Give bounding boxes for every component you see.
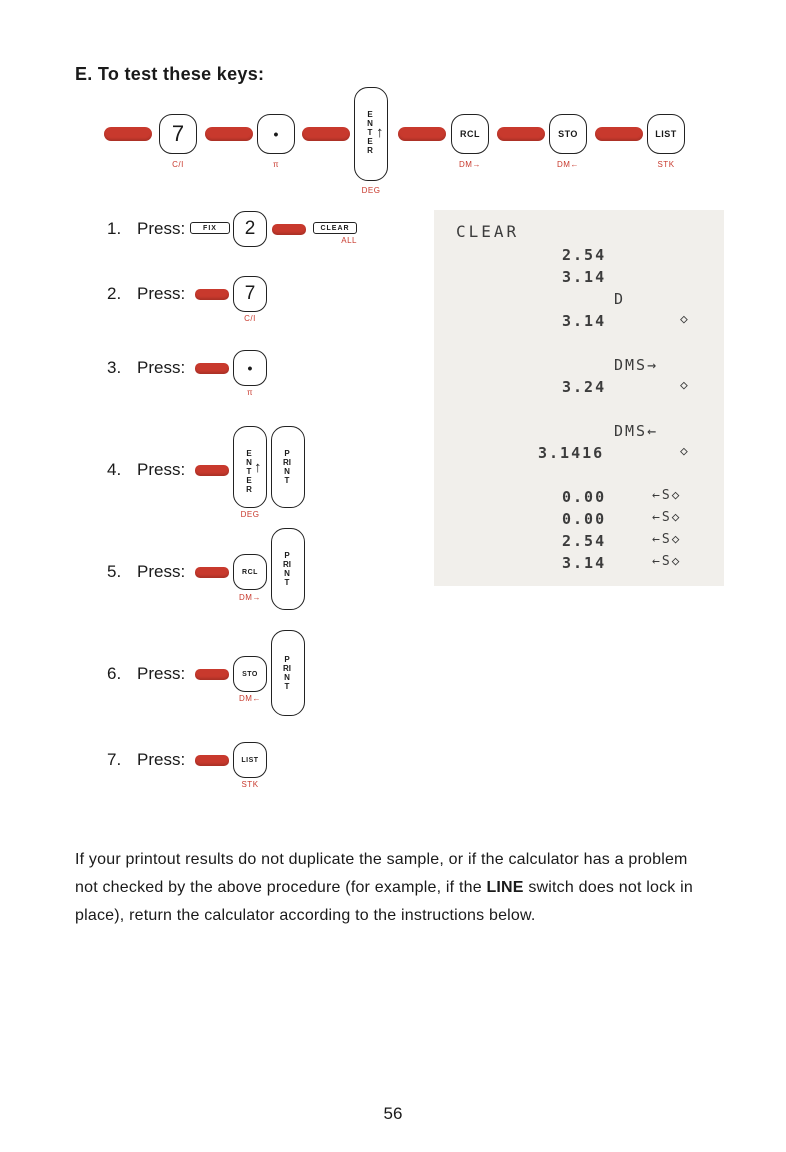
enter-key [354, 87, 388, 181]
printout-line: 3.24 [562, 378, 607, 396]
printout-line: 0.00 [562, 510, 607, 528]
sto-key-label: STO [242, 670, 258, 678]
section-heading: E. To test these keys: [75, 64, 265, 84]
step-4-text [107, 460, 185, 480]
sto-key [549, 114, 587, 154]
printout-line: 2.54 [562, 246, 607, 264]
seven-key-label: 7 [244, 283, 256, 304]
line-switch-label: LINE [486, 879, 524, 896]
rcl-key [451, 114, 489, 154]
step-label: Press: [137, 562, 186, 581]
enter-key-shift-label: DEG [361, 186, 381, 195]
step-number: 6. [107, 664, 122, 683]
printout-line: 3.14 [562, 268, 607, 286]
decimal-key-shift-label: π [246, 388, 254, 397]
rcl-key-label: RCL [460, 129, 480, 139]
shift-key [195, 363, 229, 374]
shift-key [497, 127, 545, 141]
step-label: Press: [137, 750, 186, 769]
rcl-key [233, 554, 267, 590]
printout-tag: ←S◇ [652, 532, 682, 547]
printout-line: CLEAR [456, 222, 520, 241]
rcl-key-label: RCL [242, 568, 258, 576]
print-key [271, 630, 305, 716]
clear-key: CLEAR [313, 222, 357, 234]
printout-line: 3.14 [562, 554, 607, 572]
printout-line: DMS→ [614, 356, 659, 374]
step-number: 3. [107, 358, 122, 377]
sto-key-label: STO [558, 129, 578, 139]
up-arrow-icon: ↑ [254, 459, 262, 476]
shift-key [195, 567, 229, 578]
step-number: 4. [107, 460, 122, 479]
step-number: 1. [107, 219, 122, 238]
rcl-key-shift-label: DM→ [239, 593, 261, 602]
decimal-key-label: • [247, 360, 253, 376]
shift-key [398, 127, 446, 141]
sto-key [233, 656, 267, 692]
printout-tag: ◇ [680, 378, 690, 393]
print-key-label: PRINT [283, 551, 291, 587]
step-7-text [107, 750, 185, 770]
step-number: 7. [107, 750, 122, 769]
shift-key [104, 127, 152, 141]
enter-key-label: ENTER [246, 449, 252, 494]
printout-line: 3.14 [562, 312, 607, 330]
shift-key [302, 127, 350, 141]
clear-key-shift-label: ALL [341, 236, 357, 245]
step-3-text [107, 358, 185, 378]
enter-key-shift-label: DEG [240, 510, 260, 519]
step-label: Press: [137, 664, 186, 683]
step-label: Press: [137, 460, 186, 479]
printout-line: 3.1416 [538, 444, 605, 462]
list-key-label: LIST [241, 756, 259, 764]
rcl-key-shift-label: DM→ [459, 160, 481, 169]
step-label: Press: [137, 219, 186, 238]
step-5-text [107, 562, 185, 582]
printout-line: 0.00 [562, 488, 607, 506]
step-1-text [107, 219, 185, 239]
step-number: 5. [107, 562, 122, 581]
shift-key [272, 224, 306, 235]
printout-line: D [614, 290, 626, 308]
printout-line: 2.54 [562, 532, 607, 550]
two-key [233, 211, 267, 247]
enter-key-label: ENTER [367, 110, 373, 155]
printout-line: DMS← [614, 422, 659, 440]
step-label: Press: [137, 358, 186, 377]
seven-key [233, 276, 267, 312]
list-key-shift-label: STK [241, 780, 259, 789]
seven-key-shift-label: C/I [244, 314, 256, 323]
decimal-key [257, 114, 295, 154]
page-number: 56 [383, 1104, 403, 1123]
shift-key [205, 127, 253, 141]
step-number: 2. [107, 284, 122, 303]
paragraph-part-2: switch does not lock in place), return the calculator according to the instructions below. [75, 879, 694, 924]
print-key [271, 426, 305, 508]
shift-key [195, 669, 229, 680]
shift-key [195, 465, 229, 476]
shift-key [195, 755, 229, 766]
shift-key [595, 127, 643, 141]
list-key-label: LIST [655, 129, 677, 139]
printout-sample [434, 210, 724, 586]
enter-key [233, 426, 267, 508]
printout-tag: ◇ [680, 312, 690, 327]
step-label: Press: [137, 284, 186, 303]
print-key [271, 528, 305, 610]
shift-key [195, 289, 229, 300]
list-key [233, 742, 267, 778]
seven-key-shift-label: C/I [172, 160, 184, 169]
printout-tag: ←S◇ [652, 510, 682, 525]
paragraph-part-1: If your printout results do not duplicate the sample, or if the calculator has a problem not checked by the above procedure (for example, if the [75, 851, 688, 896]
fix-key: FIX [190, 222, 230, 234]
decimal-key-shift-label: π [272, 160, 280, 169]
sto-key-shift-label: DM← [557, 160, 579, 169]
seven-key-label: 7 [171, 121, 185, 146]
decimal-key-label: • [273, 126, 279, 142]
printout-tag: ←S◇ [652, 488, 682, 503]
print-key-label: PRINT [283, 655, 291, 691]
printout-tag: ←S◇ [652, 554, 682, 569]
two-key-label: 2 [244, 218, 256, 239]
up-arrow-icon: ↑ [376, 124, 384, 141]
step-2-text [107, 284, 185, 304]
list-key [647, 114, 685, 154]
seven-key [159, 114, 197, 154]
decimal-key [233, 350, 267, 386]
instructions-paragraph [75, 846, 715, 930]
list-key-shift-label: STK [657, 160, 675, 169]
sto-key-shift-label: DM← [239, 694, 261, 703]
step-6-text [107, 664, 185, 684]
print-key-label: PRINT [283, 449, 291, 485]
printout-tag: ◇ [680, 444, 690, 459]
